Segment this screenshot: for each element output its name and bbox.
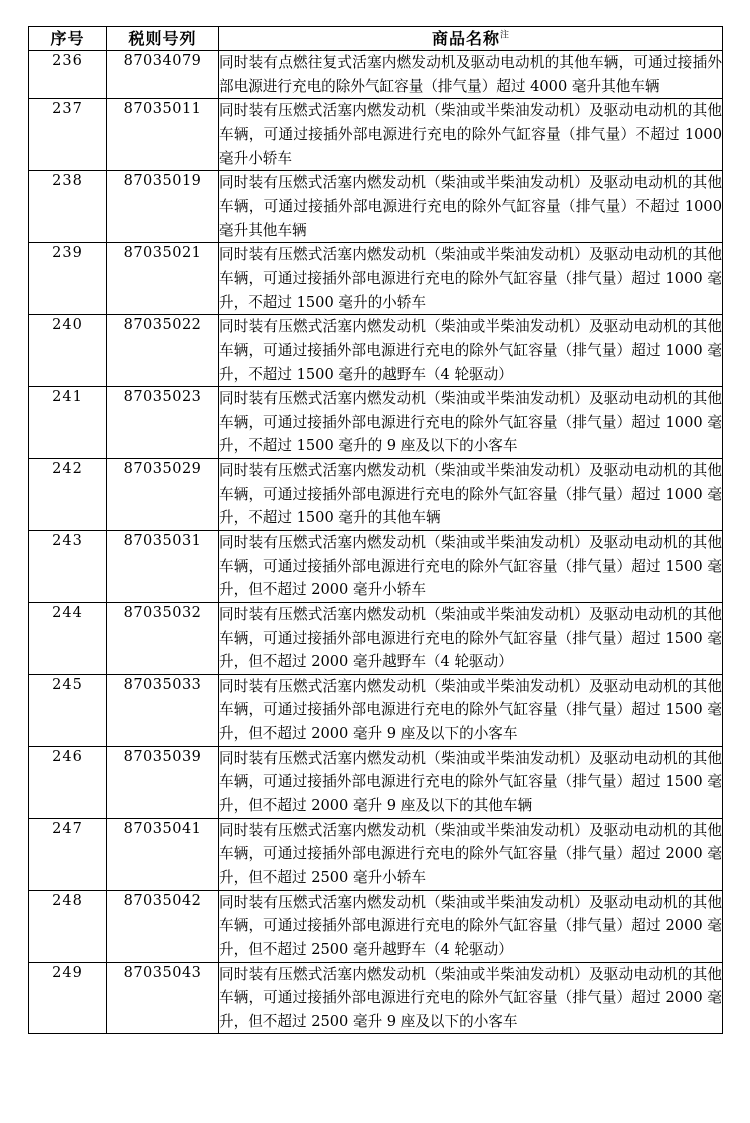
cell-sequence: 249 [29, 962, 107, 1034]
table-row [29, 674, 723, 746]
table-row [29, 51, 723, 99]
table-row [29, 746, 723, 818]
cell-tariff-code: 87035033 [107, 674, 219, 746]
cell-commodity-name: 同时装有压燃式活塞内燃发动机（柴油或半柴油发动机）及驱动电动机的其他车辆，可通过接插外部电源进行充电的除外气缸容量（排气量）超过 2000 毫升，但不超过 2500 毫升 9 座及以下的小客车 [219, 962, 723, 1034]
cell-commodity-name: 同时装有压燃式活塞内燃发动机（柴油或半柴油发动机）及驱动电动机的其他车辆，可通过接插外部电源进行充电的除外气缸容量（排气量）超过 1500 毫升，但不超过 2000 毫升越野车（4 轮驱动） [219, 602, 723, 674]
cell-sequence: 244 [29, 602, 107, 674]
cell-commodity-name: 同时装有压燃式活塞内燃发动机（柴油或半柴油发动机）及驱动电动机的其他车辆，可通过接插外部电源进行充电的除外气缸容量（排气量）超过 1000 毫升，不超过 1500 毫升的越野车（4 轮驱动） [219, 315, 723, 387]
cell-sequence: 241 [29, 387, 107, 459]
cell-tariff-code: 87035043 [107, 962, 219, 1034]
cell-tariff-code: 87035041 [107, 818, 219, 890]
table-row [29, 243, 723, 315]
cell-commodity-name: 同时装有压燃式活塞内燃发动机（柴油或半柴油发动机）及驱动电动机的其他车辆，可通过接插外部电源进行充电的除外气缸容量（排气量）超过 2000 毫升，但不超过 2500 毫升小轿车 [219, 818, 723, 890]
cell-sequence: 239 [29, 243, 107, 315]
cell-sequence: 243 [29, 531, 107, 603]
table-header [29, 27, 723, 51]
table-row [29, 171, 723, 243]
cell-sequence: 247 [29, 818, 107, 890]
table-row [29, 890, 723, 962]
cell-tariff-code: 87035031 [107, 531, 219, 603]
cell-tariff-code: 87035022 [107, 315, 219, 387]
cell-sequence: 237 [29, 99, 107, 171]
cell-commodity-name: 同时装有压燃式活塞内燃发动机（柴油或半柴油发动机）及驱动电动机的其他车辆，可通过接插外部电源进行充电的除外气缸容量（排气量）超过 1500 毫升，但不超过 2000 毫升 9 座及以下的小客车 [219, 674, 723, 746]
cell-commodity-name: 同时装有压燃式活塞内燃发动机（柴油或半柴油发动机）及驱动电动机的其他车辆，可通过接插外部电源进行充电的除外气缸容量（排气量）超过 1000 毫升，不超过 1500 毫升的 9 座及以下的小客车 [219, 387, 723, 459]
column-header-tariff-code: 税则号列 [107, 27, 219, 51]
cell-sequence: 242 [29, 459, 107, 531]
cell-commodity-name: 同时装有压燃式活塞内燃发动机（柴油或半柴油发动机）及驱动电动机的其他车辆，可通过接插外部电源进行充电的除外气缸容量（排气量）超过 1500 毫升，但不超过 2000 毫升 9 座及以下的其他车辆 [219, 746, 723, 818]
table-row [29, 531, 723, 603]
cell-commodity-name: 同时装有压燃式活塞内燃发动机（柴油或半柴油发动机）及驱动电动机的其他车辆，可通过接插外部电源进行充电的除外气缸容量（排气量）超过 1000 毫升，不超过 1500 毫升的小轿车 [219, 243, 723, 315]
cell-tariff-code: 87035032 [107, 602, 219, 674]
cell-sequence: 240 [29, 315, 107, 387]
cell-commodity-name: 同时装有压燃式活塞内燃发动机（柴油或半柴油发动机）及驱动电动机的其他车辆，可通过接插外部电源进行充电的除外气缸容量（排气量）超过 1500 毫升，但不超过 2000 毫升小轿车 [219, 531, 723, 603]
cell-tariff-code: 87035029 [107, 459, 219, 531]
cell-commodity-name: 同时装有压燃式活塞内燃发动机（柴油或半柴油发动机）及驱动电动机的其他车辆，可通过接插外部电源进行充电的除外气缸容量（排气量）不超过 1000 毫升其他车辆 [219, 171, 723, 243]
cell-tariff-code: 87035039 [107, 746, 219, 818]
cell-sequence: 236 [29, 51, 107, 99]
table-body [29, 51, 723, 1034]
cell-commodity-name: 同时装有压燃式活塞内燃发动机（柴油或半柴油发动机）及驱动电动机的其他车辆，可通过接插外部电源进行充电的除外气缸容量（排气量）不超过 1000 毫升小轿车 [219, 99, 723, 171]
table-row [29, 459, 723, 531]
cell-tariff-code: 87035011 [107, 99, 219, 171]
cell-commodity-name: 同时装有压燃式活塞内燃发动机（柴油或半柴油发动机）及驱动电动机的其他车辆，可通过接插外部电源进行充电的除外气缸容量（排气量）超过 1000 毫升，不超过 1500 毫升的其他车辆 [219, 459, 723, 531]
cell-commodity-name: 同时装有点燃往复式活塞内燃发动机及驱动电动机的其他车辆，可通过接插外部电源进行充电的除外气缸容量（排气量）超过 4000 毫升其他车辆 [219, 51, 723, 99]
column-header-commodity-name [219, 27, 723, 51]
table-row [29, 387, 723, 459]
header-row [29, 27, 723, 51]
cell-sequence: 248 [29, 890, 107, 962]
table-row [29, 99, 723, 171]
cell-sequence: 238 [29, 171, 107, 243]
cell-tariff-code: 87035042 [107, 890, 219, 962]
cell-tariff-code: 87035023 [107, 387, 219, 459]
table-row [29, 602, 723, 674]
column-header-footnote-marker: 注 [500, 30, 510, 41]
table-row [29, 818, 723, 890]
cell-tariff-code: 87035021 [107, 243, 219, 315]
table-row [29, 962, 723, 1034]
cell-sequence: 245 [29, 674, 107, 746]
tariff-table [28, 26, 723, 1034]
table-row [29, 315, 723, 387]
cell-commodity-name: 同时装有压燃式活塞内燃发动机（柴油或半柴油发动机）及驱动电动机的其他车辆，可通过接插外部电源进行充电的除外气缸容量（排气量）超过 2000 毫升，但不超过 2500 毫升越野车（4 轮驱动） [219, 890, 723, 962]
cell-tariff-code: 87034079 [107, 51, 219, 99]
column-header-sequence: 序号 [29, 27, 107, 51]
cell-tariff-code: 87035019 [107, 171, 219, 243]
column-header-commodity-name-text: 商品名称 [431, 29, 500, 48]
cell-sequence: 246 [29, 746, 107, 818]
